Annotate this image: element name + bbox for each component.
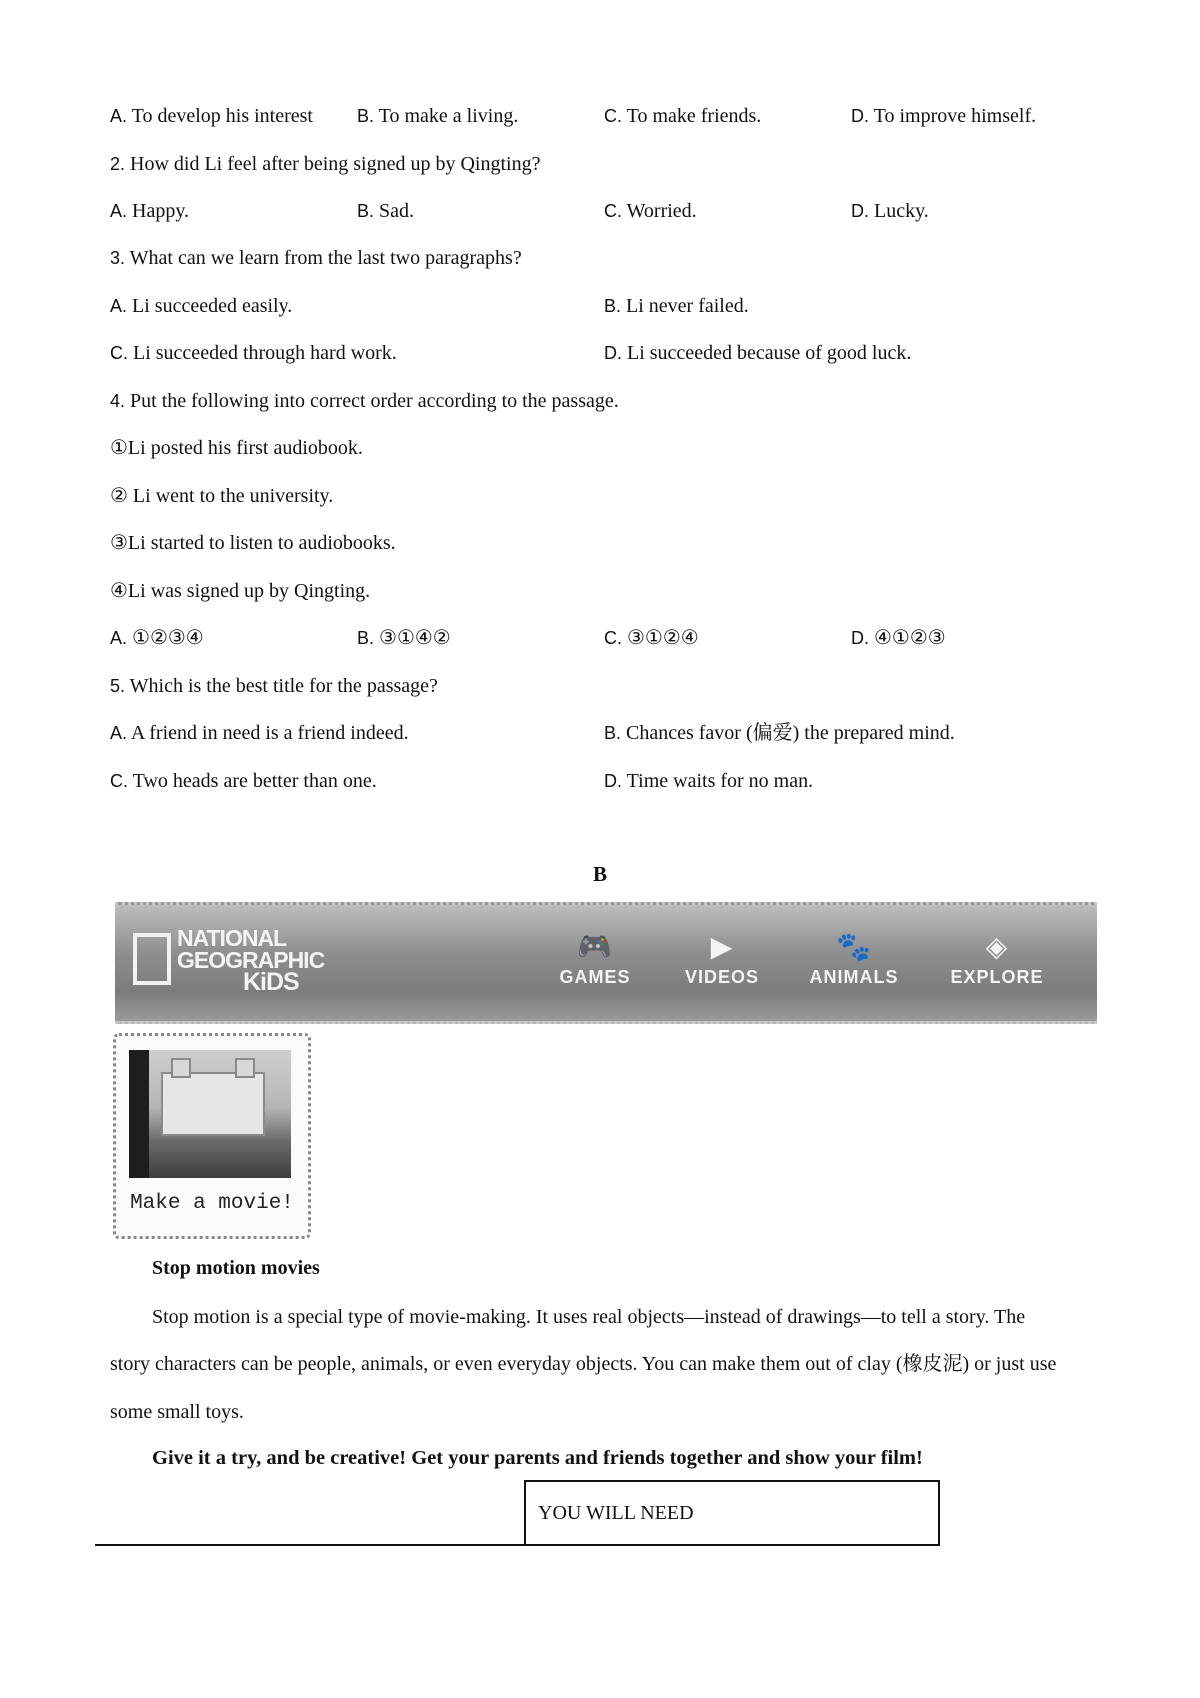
q1-option-d <box>851 104 1036 128</box>
question-text: How did Li feel after being signed up by Qingting? <box>125 153 541 175</box>
castle-shape <box>161 1072 265 1136</box>
paragraph-line: story characters can be people, animals, or even everyday objects. You can make them out of clay (橡皮泥) or just use <box>110 1353 1057 1375</box>
question-text: What can we learn from the last two paragraphs? <box>125 247 522 269</box>
q2-option-d <box>851 199 929 223</box>
option-text: Happy. <box>127 200 190 222</box>
option-letter: B. <box>357 106 375 126</box>
option-text: Two heads are better than one. <box>128 770 377 792</box>
nav-explore[interactable] <box>942 927 1052 988</box>
option-letter: D. <box>851 628 869 648</box>
q2-option-a <box>110 199 189 223</box>
q4-option-a <box>110 626 204 650</box>
play-icon: ▶ <box>710 931 734 962</box>
nav-label: ANIMALS <box>809 967 899 987</box>
q3-option-a <box>110 294 292 318</box>
nav-videos[interactable] <box>667 927 777 988</box>
order-item: ② Li went to the university. <box>110 485 334 507</box>
question-text: Which is the best title for the passage? <box>125 675 438 697</box>
option-text: To develop his interest <box>127 105 313 127</box>
q1-option-b <box>357 104 518 128</box>
option-text: To make friends. <box>622 105 762 127</box>
option-text: Time waits for no man. <box>622 770 814 792</box>
paragraph-line: Stop motion is a special type of movie-making. It uses real objects—instead of drawings—to tell a story. The <box>152 1306 1026 1328</box>
stop-motion-scene-image <box>129 1050 291 1178</box>
option-text: ①②③④ <box>127 627 204 649</box>
option-text: ③①④② <box>374 627 451 649</box>
nav-label: EXPLORE <box>950 967 1044 987</box>
section-label: B <box>592 862 607 886</box>
order-item: ③Li started to listen to audiobooks. <box>110 532 396 554</box>
option-text: Li succeeded through hard work. <box>128 342 397 364</box>
q3-option-c <box>110 341 397 365</box>
option-letter: C. <box>110 343 128 363</box>
option-text: Worried. <box>622 200 697 222</box>
question-text: Put the following into correct order according to the passage. <box>125 390 619 412</box>
logo-line: KiDS <box>243 968 299 996</box>
thumbnail-caption: Make a movie! <box>130 1192 294 1215</box>
option-letter: B. <box>357 201 375 221</box>
q3-option-d <box>604 341 911 365</box>
you-will-need-box <box>524 1480 940 1546</box>
option-text: Sad. <box>374 200 415 222</box>
option-text: ③①②④ <box>622 627 699 649</box>
option-letter: A. <box>110 296 128 316</box>
question-2 <box>110 152 540 176</box>
option-letter: B. <box>604 723 622 743</box>
q3-option-b <box>604 294 749 318</box>
option-letter: A. <box>110 201 128 221</box>
natgeo-kids-banner <box>115 902 1097 1024</box>
need-box-label: YOU WILL NEED <box>538 1502 694 1524</box>
q5-option-a <box>110 721 409 745</box>
logo-line: GEOGRAPHIC <box>177 947 325 973</box>
option-text: To make a living. <box>374 105 519 127</box>
q1-option-a <box>110 104 313 128</box>
natgeo-logo-icon <box>133 933 171 985</box>
q4-option-d <box>851 626 946 650</box>
order-item: ④Li was signed up by Qingting. <box>110 580 371 602</box>
option-text: Li succeeded easily. <box>127 295 293 317</box>
option-letter: C. <box>604 106 622 126</box>
option-text: Lucky. <box>869 200 929 222</box>
option-letter: B. <box>604 296 622 316</box>
option-letter: C. <box>110 771 128 791</box>
nav-label: GAMES <box>559 967 631 987</box>
table-rule <box>95 1544 525 1546</box>
option-letter: D. <box>604 343 622 363</box>
q1-option-c <box>604 104 761 128</box>
q5-option-d <box>604 769 813 793</box>
q4-option-c <box>604 626 699 650</box>
logo-line: NATIONAL <box>177 925 287 951</box>
question-number: 4. <box>110 391 126 411</box>
nav-label: VIDEOS <box>684 967 760 987</box>
nav-games[interactable] <box>540 927 650 988</box>
option-letter: D. <box>851 201 869 221</box>
paw-icon: 🐾 <box>836 931 872 962</box>
option-text: Li never failed. <box>621 295 749 317</box>
question-number: 3. <box>110 248 126 268</box>
question-5 <box>110 674 438 698</box>
compass-icon: ◈ <box>985 931 1009 962</box>
q5-option-b <box>604 721 955 745</box>
question-number: 5. <box>110 676 126 696</box>
nav-animals[interactable] <box>799 927 909 988</box>
option-text: A friend in need is a friend indeed. <box>127 722 409 744</box>
call-to-action: Give it a try, and be creative! Get your parents and friends together and show your film! <box>152 1447 923 1469</box>
natgeo-logo-text <box>177 925 325 996</box>
option-text: Li succeeded because of good luck. <box>622 342 912 364</box>
option-letter: D. <box>604 771 622 791</box>
question-3 <box>110 246 522 270</box>
option-letter: A. <box>110 723 128 743</box>
question-number: 2. <box>110 154 126 174</box>
curtain-shape <box>129 1050 149 1178</box>
option-text: To improve himself. <box>869 105 1037 127</box>
option-text: Chances favor (偏爱) the prepared mind. <box>621 722 955 744</box>
article-heading: Stop motion movies <box>152 1257 320 1279</box>
paragraph-line: some small toys. <box>110 1401 244 1423</box>
option-letter: D. <box>851 106 869 126</box>
order-item: ①Li posted his first audiobook. <box>110 437 363 459</box>
q2-option-b <box>357 199 414 223</box>
q2-option-c <box>604 199 697 223</box>
option-letter: B. <box>357 628 375 648</box>
option-letter: A. <box>110 106 128 126</box>
option-letter: C. <box>604 628 622 648</box>
option-text: ④①②③ <box>869 627 946 649</box>
question-4 <box>110 389 619 413</box>
q4-option-b <box>357 626 451 650</box>
q5-option-c <box>110 769 377 793</box>
gamepad-icon: 🎮 <box>577 931 613 962</box>
make-a-movie-thumbnail[interactable] <box>113 1033 311 1239</box>
option-letter: A. <box>110 628 128 648</box>
option-letter: C. <box>604 201 622 221</box>
